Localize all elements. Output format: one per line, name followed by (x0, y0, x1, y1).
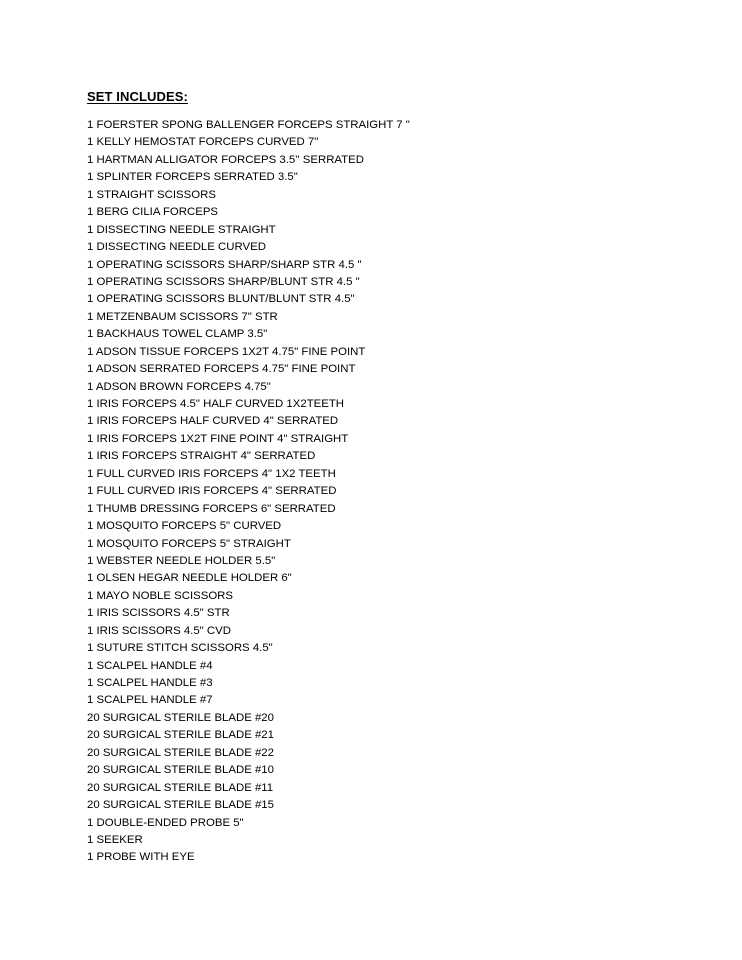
list-item: 1 SCALPEL HANDLE #7 (87, 694, 213, 707)
list-item: 1 IRIS FORCEPS 1X2T FINE POINT 4" STRAIGHT (87, 432, 349, 445)
list-item: 1 HARTMAN ALLIGATOR FORCEPS 3.5'' SERRATED (87, 153, 364, 166)
list-item: 1 OLSEN HEGAR NEEDLE HOLDER 6" (87, 572, 292, 585)
list-item: 1 SEEKER (87, 833, 143, 846)
list-item: 1 OPERATING SCISSORS SHARP/SHARP STR 4.5 " (87, 258, 362, 271)
list-item: 1 ADSON SERRATED FORCEPS 4.75" FINE POINT (87, 363, 356, 376)
list-item: 1 IRIS FORCEPS 4.5" HALF CURVED 1X2TEETH (87, 398, 345, 410)
list-item: 1 SUTURE STITCH SCISSORS 4.5" (87, 642, 273, 655)
list-item: 1 STRAIGHT SCISSORS (87, 188, 216, 201)
list-item: 1 KELLY HEMOSTAT FORCEPS CURVED 7" (87, 136, 319, 149)
list-item: 1 DISSECTING NEEDLE STRAIGHT (87, 223, 276, 236)
list-item: 1 ADSON BROWN FORCEPS 4.75" (87, 380, 271, 393)
list-item: 1 BACKHAUS TOWEL CLAMP 3.5" (87, 328, 268, 341)
list-item: 1 FULL CURVED IRIS FORCEPS 4" 1X2 TEETH (87, 467, 336, 480)
list-item: 1 MOSQUITO FORCEPS 5" CURVED (87, 520, 282, 533)
list-item: 1 BERG CILIA FORCEPS (87, 206, 219, 219)
list-item: 20 SURGICAL STERILE BLADE #15 (87, 799, 274, 812)
list-item: 1 IRIS FORCEPS HALF CURVED 4" SERRATED (87, 415, 339, 428)
list-item: 1 MOSQUITO FORCEPS 5" STRAIGHT (87, 537, 291, 550)
list-item: 1 THUMB DRESSING FORCEPS 6" SERRATED (87, 502, 336, 515)
instrument-list (87, 117, 410, 867)
list-item: 1 SPLINTER FORCEPS SERRATED 3.5" (87, 171, 298, 184)
list-item: 1 ADSON TISSUE FORCEPS 1X2T 4.75" FINE POINT (87, 345, 366, 358)
list-item: 1 WEBSTER NEEDLE HOLDER 5.5" (87, 554, 276, 567)
list-item: 1 IRIS FORCEPS STRAIGHT 4" SERRATED (87, 450, 316, 463)
list-item: 1 IRIS SCISSORS 4.5" CVD (87, 624, 231, 637)
list-item: 1 MAYO NOBLE SCISSORS (87, 589, 234, 602)
list-item: 1 DISSECTING NEEDLE CURVED (87, 241, 266, 254)
list-item: 1 FULL CURVED IRIS FORCEPS 4" SERRATED (87, 485, 337, 498)
list-item: 1 METZENBAUM SCISSORS 7" STR (87, 310, 278, 323)
list-item: 1 IRIS SCISSORS 4.5" STR (87, 607, 230, 620)
list-item: 1 OPERATING SCISSORS SHARP/BLUNT STR 4.5 " (87, 275, 360, 288)
list-item: 1 FOERSTER SPONG BALLENGER FORCEPS STRAIGHT 7 " (87, 119, 410, 131)
list-item: 20 SURGICAL STERILE BLADE #10 (87, 764, 274, 777)
set-includes-heading: SET INCLUDES: (87, 89, 188, 104)
list-item: 20 SURGICAL STERILE BLADE #22 (87, 746, 274, 759)
list-item: 20 SURGICAL STERILE BLADE #11 (87, 781, 274, 794)
list-item: 20 SURGICAL STERILE BLADE #20 (87, 711, 274, 724)
list-item: 1 SCALPEL HANDLE #3 (87, 677, 213, 689)
list-item: 1 SCALPEL HANDLE #4 (87, 659, 213, 672)
list-item: 1 PROBE WITH EYE (87, 851, 195, 864)
list-item: 1 OPERATING SCISSORS BLUNT/BLUNT STR 4.5" (87, 293, 355, 306)
list-item: 1 DOUBLE-ENDED PROBE 5" (87, 816, 244, 829)
list-item: 20 SURGICAL STERILE BLADE #21 (87, 729, 274, 742)
